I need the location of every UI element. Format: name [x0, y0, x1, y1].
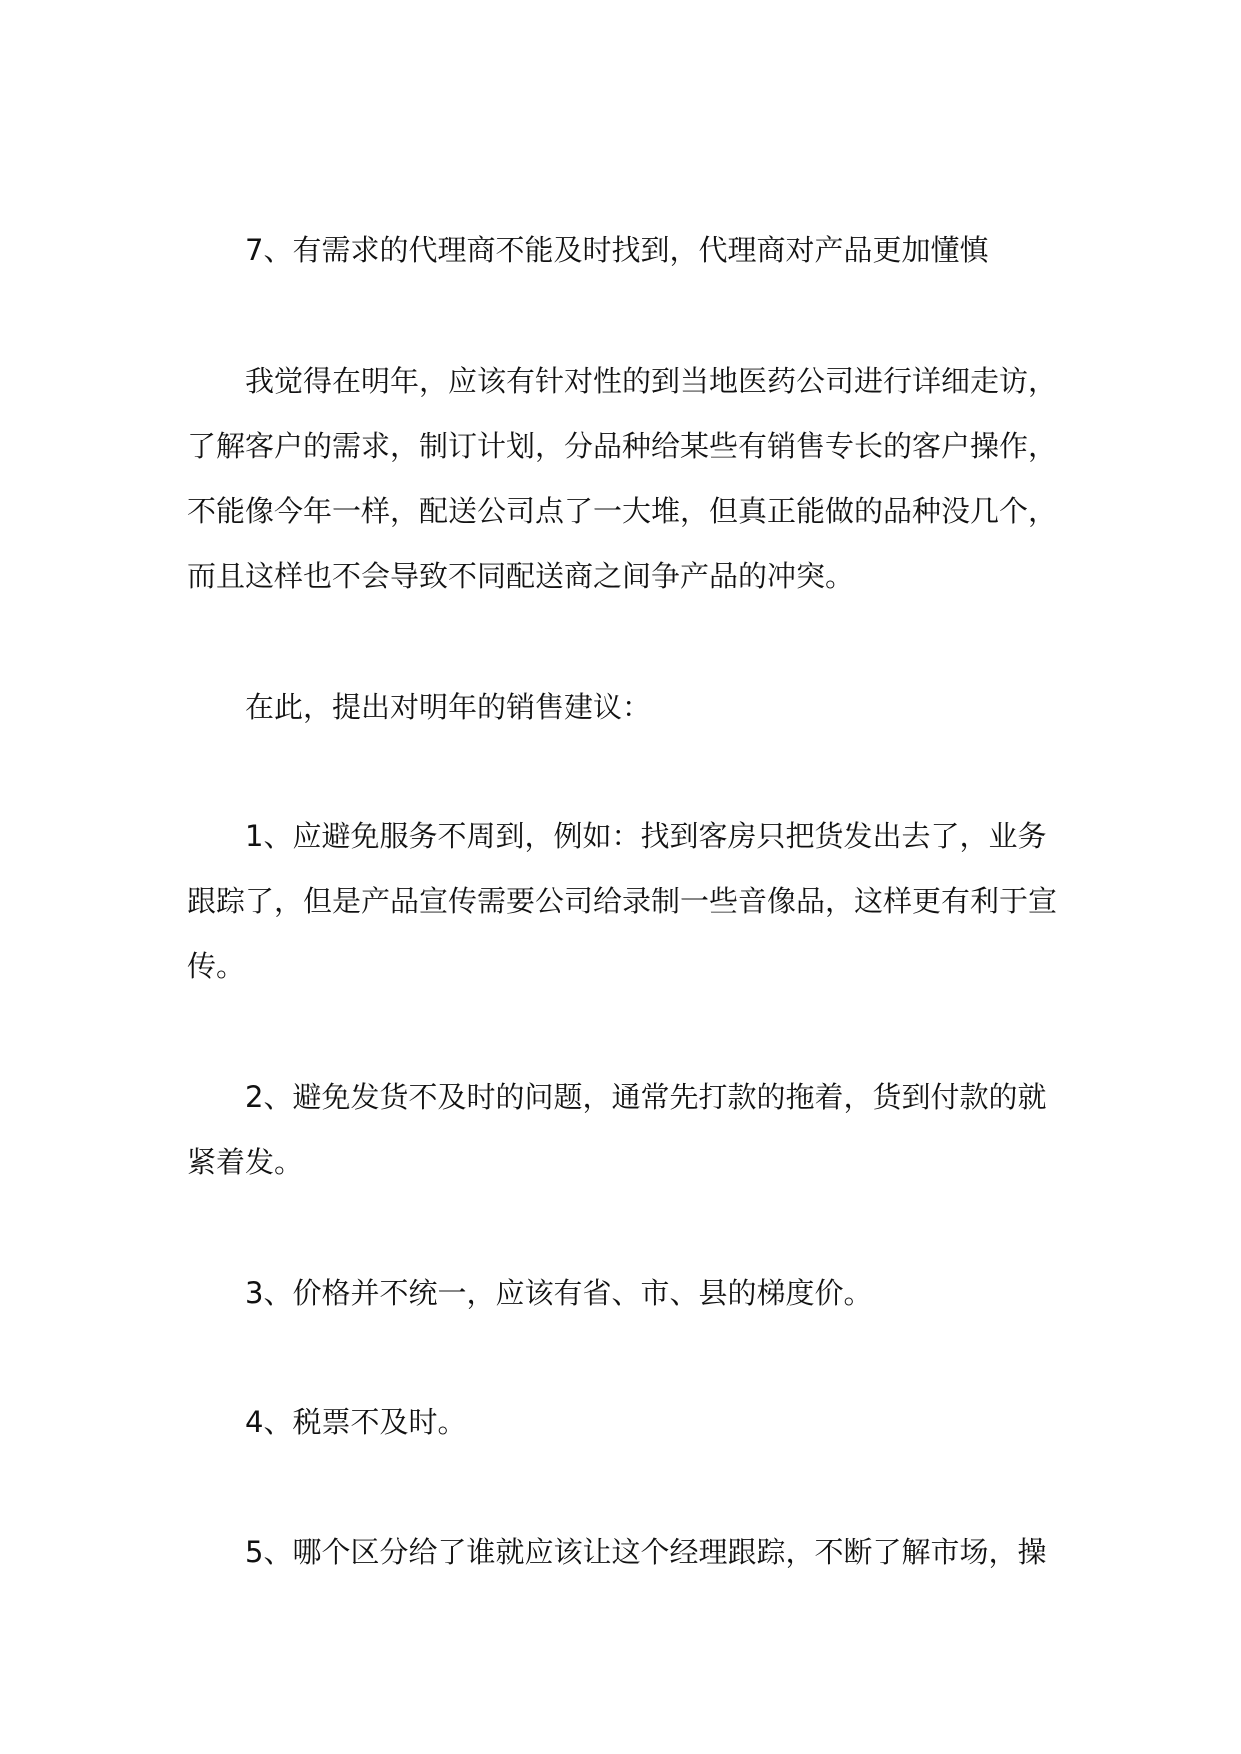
paragraph-suggestion-2: 2、避免发货不及时的问题，通常先打款的拖着，货到付款的就紧着发。 [187, 1080, 1047, 1179]
paragraph-suggestions-intro: 在此，提出对明年的销售建议： [245, 690, 652, 724]
paragraph-suggestion-4: 4、税票不及时。 [245, 1405, 467, 1439]
paragraph-next-year-plan: 我觉得在明年，应该有针对性的到当地医药公司进行详细走访，了解客户的需求，制订计划，分品种给某些有销售专长的客户操作，不能像今年一样，配送公司点了一大堆，但真正能做的品种没几个，而且这样也不会导致不同配送商之间争产品的冲突。 [187, 364, 1058, 593]
paragraph-suggestion-1: 1、应避免服务不周到，例如：找到客房只把货发出去了，业务跟踪了，但是产品宣传需要公司给录制一些音像品，这样更有利于宣传。 [187, 819, 1058, 983]
paragraph-suggestion-5: 5、哪个区分给了谁就应该让这个经理跟踪，不断了解市场，操 [245, 1535, 1047, 1569]
paragraph-suggestion-3: 3、价格并不统一，应该有省、市、县的梯度价。 [245, 1276, 873, 1310]
paragraph-agent-issue: 7、有需求的代理商不能及时找到，代理商对产品更加懂慎 [245, 233, 989, 267]
